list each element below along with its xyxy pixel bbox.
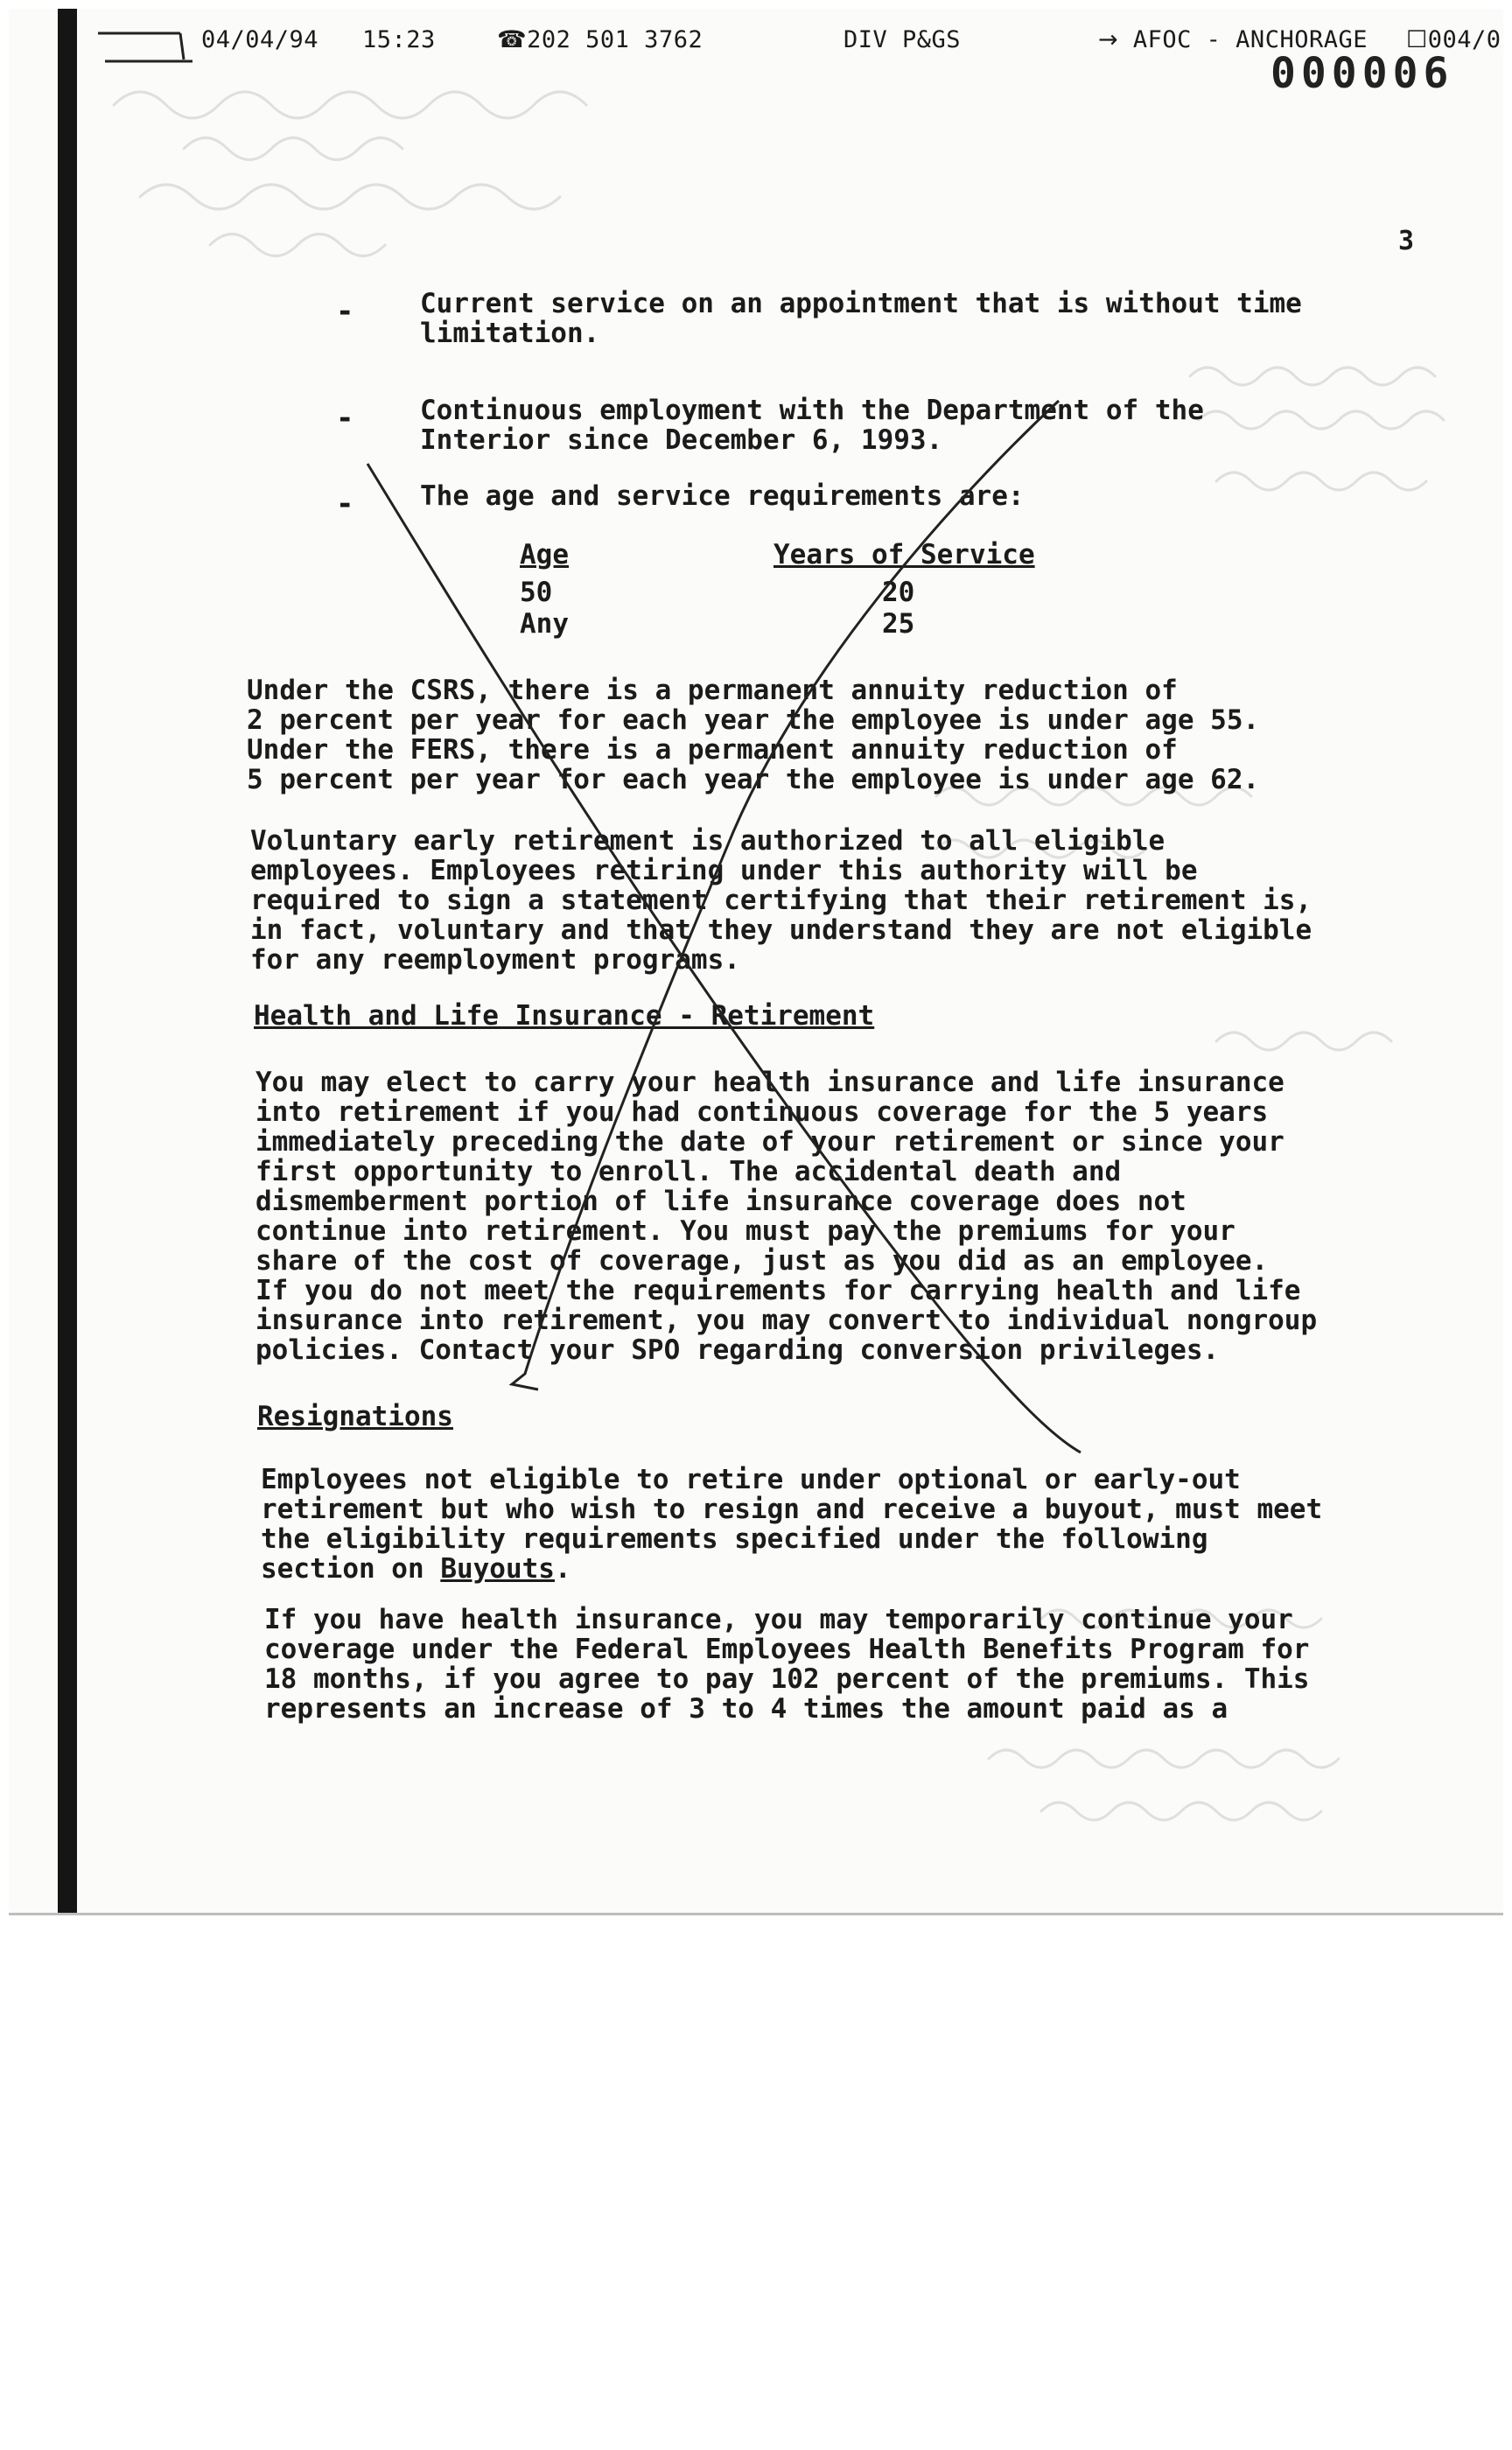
text-line: Interior since December 6, 1993. [420, 424, 943, 456]
table-header-service: Years of Service [774, 539, 1035, 570]
text-line: Under the CSRS, there is a permanent annuity reduction of [247, 675, 1178, 706]
text-line [261, 1554, 1322, 1584]
arrow-icon: → [1098, 26, 1119, 53]
section-heading-health-insurance: Health and Life Insurance - Retirement [254, 1000, 875, 1032]
paragraph-voluntary-retirement [250, 826, 1312, 975]
bullet-marker: - [336, 401, 354, 436]
text-line: share of the cost of coverage, just as you did as an employee. [256, 1245, 1269, 1277]
text-line: If you have health insurance, you may temporarily continue your [264, 1604, 1293, 1635]
text-fragment: . [554, 1553, 571, 1585]
table-cell: 50 [520, 577, 553, 608]
text-line: first opportunity to enroll. The accidental death and [256, 1156, 1122, 1187]
text-line: required to sign a statement certifying that their retirement is, [250, 885, 1312, 916]
text-line: employees. Employees retiring under this authority will be [250, 855, 1198, 886]
paragraph-resignations [261, 1465, 1322, 1584]
paragraph-temporary-continuation [264, 1605, 1309, 1724]
text-line: continue into retirement. You must pay the premiums for your [256, 1215, 1236, 1247]
fax-date: 04/04/94 [201, 26, 319, 53]
text-line: represents an increase of 3 to 4 times the amount paid as a [264, 1693, 1228, 1725]
scanned-fax-page [9, 9, 1503, 1915]
fax-destination-label: AFOC - ANCHORAGE [1132, 26, 1368, 53]
bullet-text [420, 396, 1204, 455]
table-cell: 25 [882, 608, 915, 640]
text-line: policies. Contact your SPO regarding conversion privileges. [256, 1334, 1220, 1366]
text-line: Current service on an appointment that is without time [420, 288, 1302, 319]
text-line: 18 months, if you agree to pay 102 percent of the premiums. This [264, 1663, 1310, 1695]
text-line: Voluntary early retirement is authorized to all eligible [250, 825, 1166, 857]
fax-time: 15:23 [362, 26, 436, 53]
table-cell: Any [520, 608, 569, 640]
telephone-icon: ☎ [497, 26, 528, 53]
table-cell: 20 [882, 577, 915, 608]
page-number: 3 [1398, 226, 1415, 256]
paragraph-annuity-reduction [247, 676, 1259, 794]
fax-division: DIV P&GS [844, 26, 962, 53]
text-line: Under the FERS, there is a permanent annuity reduction of [247, 734, 1178, 766]
table-header-age: Age [520, 539, 569, 570]
text-line: in fact, voluntary and that they understand they are not eligible [250, 914, 1312, 946]
text-fragment: section on [261, 1553, 441, 1585]
text-line: 2 percent per year for each year the employee is under age 55. [247, 704, 1260, 736]
text-line: limitation. [420, 318, 600, 349]
text-line: Employees not eligible to retire under optional or early-out [261, 1464, 1241, 1495]
fax-page-icon: ☐ [1406, 26, 1428, 53]
paragraph-health-insurance [256, 1068, 1317, 1365]
text-line: You may elect to carry your health insurance and life insurance [256, 1067, 1284, 1098]
text-line: insurance into retirement, you may convert to individual nongroup [256, 1305, 1318, 1336]
text-line: for any reemployment programs. [250, 944, 740, 976]
text-line: into retirement if you had continuous coverage for the 5 years [256, 1096, 1269, 1128]
bullet-text [420, 289, 1302, 348]
fax-phone [497, 26, 703, 53]
text-line: dismemberment portion of life insurance coverage does not [256, 1186, 1186, 1217]
fax-page-counter-value: 004/0 [1427, 26, 1502, 53]
buyouts-reference: Buyouts [440, 1553, 555, 1585]
text-line: The age and service requirements are: [420, 480, 1025, 512]
bullet-marker: - [336, 294, 354, 329]
text-line: retirement but who wish to resign and receive a buyout, must meet [261, 1494, 1323, 1525]
bates-stamp: 000006 [1270, 49, 1454, 98]
section-heading-resignations: Resignations [257, 1401, 453, 1432]
text-line: Continuous employment with the Department of the [420, 395, 1204, 426]
text-line: coverage under the Federal Employees Health Benefits Program for [264, 1634, 1310, 1665]
bullet-text [420, 481, 1025, 511]
text-line: If you do not meet the requirements for carrying health and life [256, 1275, 1301, 1306]
bullet-marker: - [336, 486, 354, 522]
text-line: 5 percent per year for each year the employee is under age 62. [247, 764, 1260, 795]
fax-phone-number: 202 501 3762 [527, 26, 704, 53]
text-line: the eligibility requirements specified under the following [261, 1523, 1208, 1555]
text-line: immediately preceding the date of your retirement or since your [256, 1126, 1284, 1158]
